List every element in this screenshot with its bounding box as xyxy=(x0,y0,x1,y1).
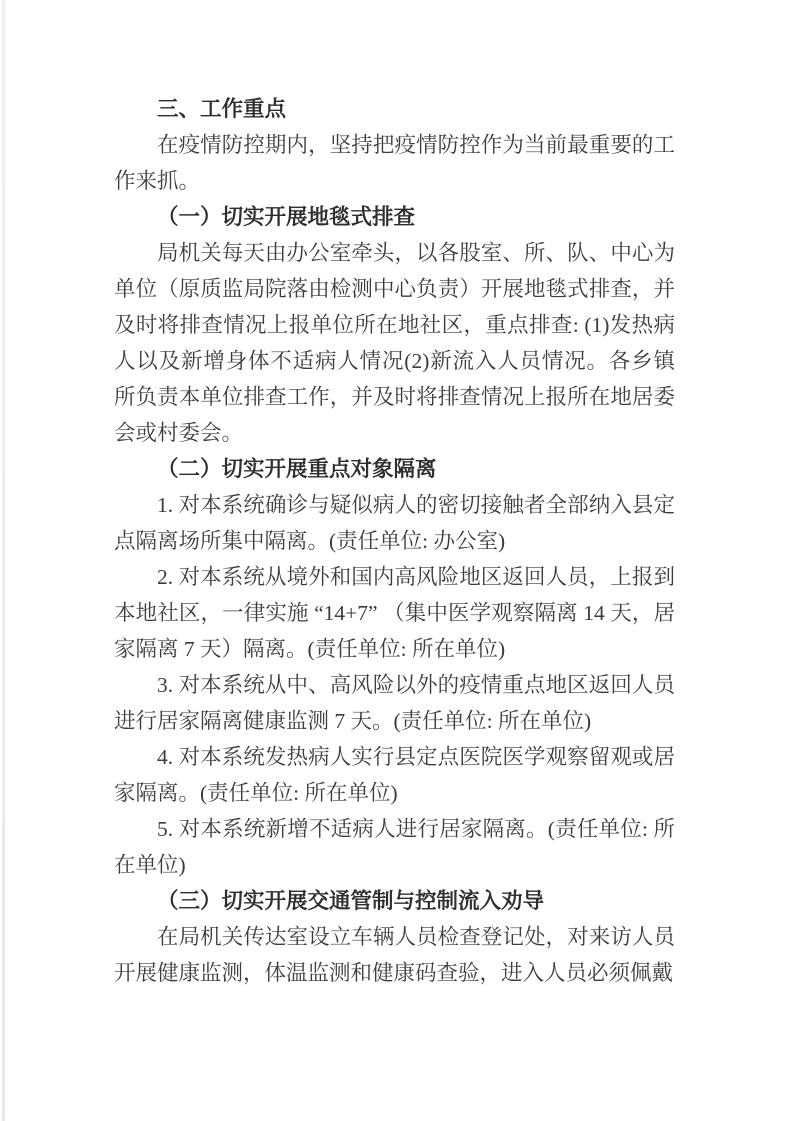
section-heading: 三、工作重点 xyxy=(157,97,287,121)
body-paragraph: 5. 对本系统新增不适病人进行居家隔离。(责任单位: 所在单位) xyxy=(114,817,675,877)
body-paragraph: 4. 对本系统发热病人实行县定点医院医学观察留观或居家隔离。(责任单位: 所在单位) xyxy=(114,745,675,805)
body-paragraph: 在疫情防控期内，坚持把疫情防控作为当前最重要的工作来抓。 xyxy=(114,133,675,193)
body-paragraph: 2. 对本系统从境外和国内高风险地区返回人员，上报到本地社区，一律实施 “14+7” （集中医学观察隔离 14 天，居家隔离 7 天）隔离。(责任单位: 所在单位) xyxy=(114,565,675,661)
section-heading: （三）切实开展交通管制与控制流入劝导 xyxy=(157,889,545,913)
body-paragraph: 3. 对本系统从中、高风险以外的疫情重点地区返回人员进行居家隔离健康监测 7 天。(责任单位: 所在单位) xyxy=(114,673,675,733)
section-heading: （二）切实开展重点对象隔离 xyxy=(157,457,437,481)
body-paragraph: 局机关每天由办公室牵头，以各股室、所、队、中心为单位（原质监局院落由检测中心负责）开展地毯式排查，并及时将排查情况上报单位所在地社区，重点排查: (1)发热病人以及新增身体不适病人情况(2)新流入人员情况。各乡镇所负责本单位排查工作，并及时将排查情况上报所在地居委会或村委会。 xyxy=(114,241,675,445)
body-paragraph: 在局机关传达室设立车辆人员检查登记处，对来访人员开展健康监测，体温监测和健康码查验，进入人员必须佩戴 xyxy=(114,925,675,985)
body-paragraph: 1. 对本系统确诊与疑似病人的密切接触者全部纳入县定点隔离场所集中隔离。(责任单位: 办公室) xyxy=(114,493,675,553)
section-heading: （一）切实开展地毯式排查 xyxy=(157,205,416,229)
document-text-block xyxy=(114,91,675,991)
scan-edge-artifact xyxy=(2,0,5,1121)
